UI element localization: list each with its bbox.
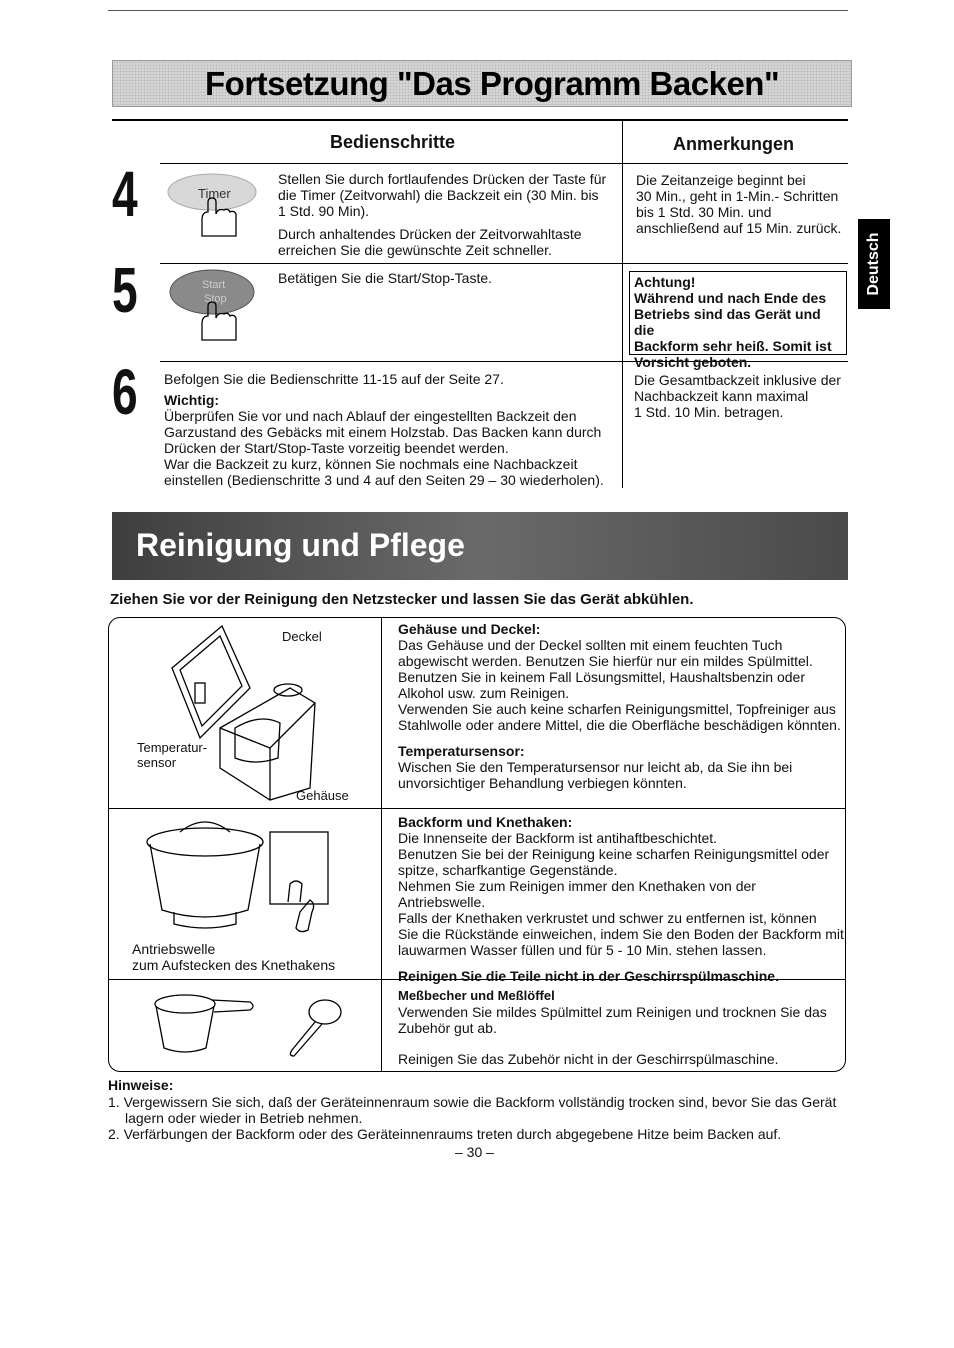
start-stop-button-illustration [162,266,272,346]
cup-spoon-text: Meßbecher und Meßlöffel Verwenden Sie mildes Spülmittel zum Reinigen und trocknen Sie das Zubehör gut ab. Reinigen Sie das Zubehör nicht in der Geschirrspülmaschine. [398,988,827,1067]
col-header-steps: Bedienschritte [330,132,456,152]
cleaning-divider [381,618,382,1071]
step-number: 4 [112,158,137,230]
step6-note: Die Gesamtbackzeit inklusive der Nachbackzeit kann maximal 1 Std. 10 Min. betragen. [634,372,841,420]
section-title: Reinigung und Pflege [136,527,465,563]
top-rule [108,10,848,11]
section-banner-backen [112,60,852,107]
important-label: Wichtig: [164,392,220,408]
timer-button-label: Timer [198,186,231,201]
table-top-rule [112,119,848,121]
step6-text: Befolgen Sie die Bedienschritte 11-15 auf der Seite 27. Wichtig: Überprüfen Sie vor und nach Ablauf der eingestellten Backzeit den Garzustand des Gebäcks mit einem Holzstab. Das Backen kann durch Drücken der Start/Stop-Taste vorzeitig beendet werden. War die Backzeit zu kurz, können Sie nochmals eine Nachbackzeit einstellen (Bedienschritte 3 und 4 auf den Seiten 29 – 30 wiederholen). [164,371,619,488]
row-rule [109,808,846,809]
measuring-cup-spoon-illustration [150,990,370,1065]
pan-kneader-text: Backform und Knethaken: Die Innenseite der Backform ist antihaftbeschichtet. Benutzen Sie bei der Reinigung keine scharfen Reinigungsmittel oder spitze, scharfkantige Gegenstände. Nehmen Sie zum Reinigen immer den Knethaken von der Antriebswelle. Falls der Knethaken verkrustet und schwer zu entfernen ist, können Sie die Rückstände einweichen, indem Sie den Boden der Backform mit lauwarmen Wasser füllen und für 5 - 10 Min. stehen lassen. Reinigen Sie die Teile nicht in der Geschirrspülmaschine. [398,814,844,984]
hint-2: 2. Verfärbungen der Backform oder des Geräteinnenraums treten durch abgegebene Hitze beim Backen auf. [108,1126,782,1142]
row-rule [160,163,848,164]
hints-label: Hinweise: [108,1077,174,1093]
step4-text: Stellen Sie durch fortlaufendes Drücken der Taste für die Timer (Zeitvorwahl) die Backzeit ein (30 Min. bis 1 Std. 90 Min). Durch anhaltendes Drücken der Zeitvorwahltaste erreichen Sie die gewünschte Zeit schneller. [278,171,607,258]
hint-1: 1. Vergewissern Sie sich, daß der Geräteinnenraum sowie die Backform vollständig trocken sind, bevor Sie das Gerät lagern oder wieder in Betrieb nehmen. [108,1094,837,1126]
step-number: 5 [112,254,137,326]
cleaning-intro: Ziehen Sie vor der Reinigung den Netzstecker und lassen Sie das Gerät abkühlen. [110,591,694,608]
section-banner-reinigung [112,512,848,580]
baking-pan-illustration [140,812,370,942]
table-divider [622,121,623,488]
stop-label: Stop [204,293,227,305]
step5-text: Betätigen Sie die Start/Stop-Taste. [278,270,493,286]
label-lid: Deckel [282,629,322,644]
start-label: Start [202,279,226,291]
page-number: – 30 – [455,1144,494,1160]
step4-note: Die Zeitanzeige beginnt bei 30 Min., geht in 1-Min.- Schritten bis 1 Std. 30 Min. und anschließend auf 15 Min. zurück. [636,172,842,236]
label-sensor-1: Temperatur- [137,740,208,755]
language-tab: Deutsch [858,219,890,309]
warning-box: Achtung! Während und nach Ende des Betriebs sind das Gerät und die Backform sehr heiß. Somit ist Vorsicht geboten. [629,271,847,355]
breadmaker-illustration [150,618,380,808]
col-header-notes: Anmerkungen [673,134,795,154]
label-drive-shaft: Antriebswelle [132,941,216,957]
label-housing: Gehäuse [296,788,349,803]
section-title: Fortsetzung "Das Programm Backen" [205,65,780,102]
timer-button-illustration [162,168,272,248]
label-sensor-2: sensor [137,755,177,770]
row-rule [160,263,848,264]
step-number: 6 [112,356,137,428]
label-drive-shaft-2: zum Aufstecken des Knethakens [132,957,336,973]
housing-lid-text: Gehäuse und Deckel: Das Gehäuse und der Deckel sollten mit einem feuchten Tuch abgewischt werden. Benutzen Sie hierfür nur ein mildes Spülmittel. Benutzen Sie in keinem Fall Lösungsmittel, Haushaltsbenzin oder Alkohol usw. zum Reinigen. Verwenden Sie auch keine scharfen Reinigungsmittel, Topfreiniger aus Stahlwolle oder andere Mittel, die die Oberfläche beschädigen könnten. Temperatursensor: Wischen Sie den Temperatursensor nur leicht ab, da Sie ihn bei unvorsichtiger Behandlung verbiegen könnten. [398,621,841,791]
